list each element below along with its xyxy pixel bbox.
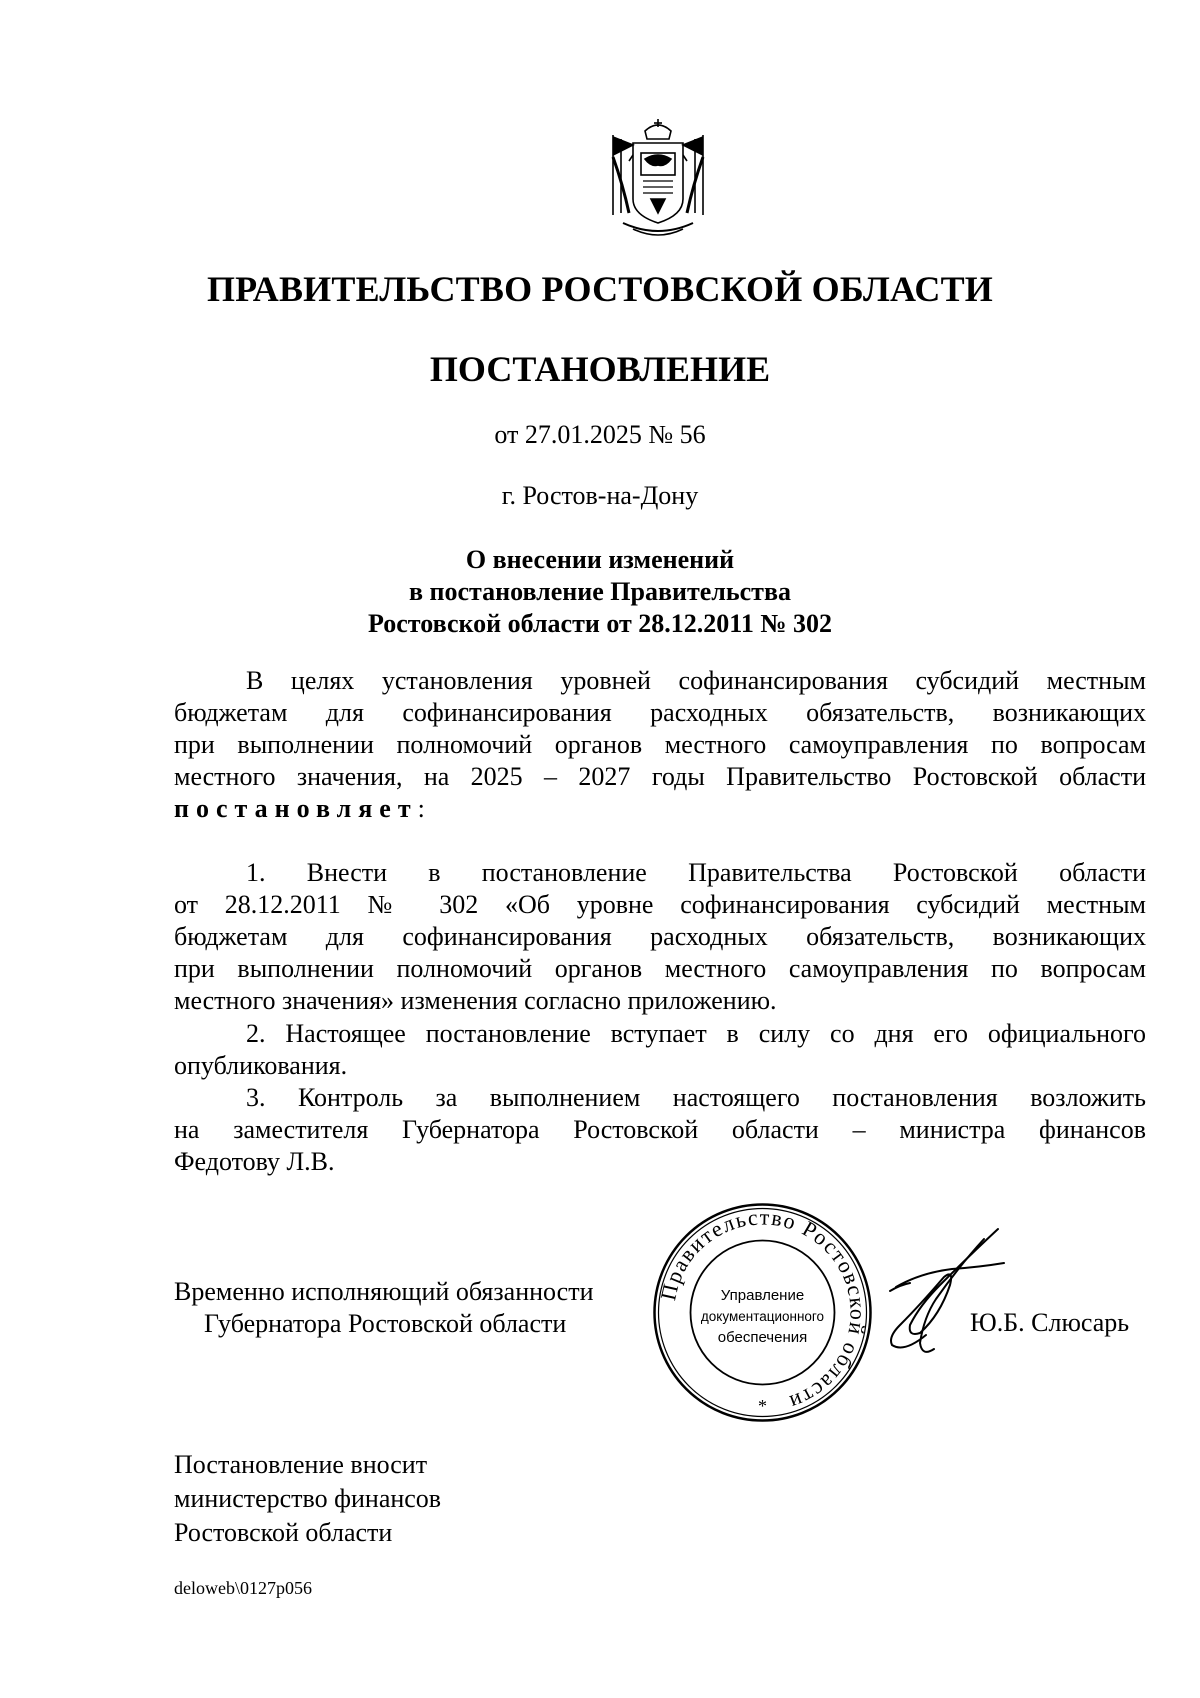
paragraph-line: при выполнении полномочий органов местного самоуправления по вопросам <box>174 730 1146 759</box>
paragraph-line: при выполнении полномочий органов местного самоуправления по вопросам <box>174 954 1146 983</box>
resolves-colon: : <box>417 794 425 823</box>
paragraph-line: бюджетам для софинансирования расходных обязательств, возникающих <box>174 922 1146 951</box>
stamp-inner-line: Управление <box>720 1287 805 1304</box>
official-stamp <box>650 1200 875 1425</box>
item-3-paragraph <box>174 1082 1146 1178</box>
paragraph-line: на заместителя Губернатора Ростовской области – министра финансов <box>174 1115 1146 1144</box>
stamp-inner-line: обеспечения <box>717 1329 808 1346</box>
paragraph-line: местного значения, на 2025 – 2027 годы Правительство Ростовской области <box>174 762 1146 791</box>
paragraph-line: 3. Контроль за выполнением настоящего постановления возложить <box>246 1083 1146 1112</box>
document-date-number: от 27.01.2025 № 56 <box>494 420 706 449</box>
item-1-paragraph <box>174 857 1146 1017</box>
stamp-inner-line: документационного <box>700 1309 825 1324</box>
rostov-oblast-coat-of-arms-icon <box>599 115 717 243</box>
document-file-code: deloweb\0127p056 <box>174 1578 312 1598</box>
paragraph-line: В целях установления уровней софинансирования субсидий местным <box>246 666 1146 695</box>
document-city: г. Ростов-на-Дону <box>501 481 699 510</box>
resolves-word: постановляет <box>174 794 418 823</box>
resolves-line <box>174 793 1146 825</box>
subject-line: в постановление Правительства <box>408 577 791 606</box>
paragraph-line: Федотову Л.В. <box>174 1147 335 1176</box>
stamp-star: * <box>758 1396 767 1416</box>
paragraph-line: опубликования. <box>174 1051 348 1080</box>
paragraph-line: от 28.12.2011 № 302 «Об уровне софинансирования субсидий местным <box>174 890 1146 919</box>
signatory-name: Ю.Б. Слюсарь <box>970 1308 1130 1337</box>
subject-line: Ростовской области от 28.12.2011 № 302 <box>368 609 832 638</box>
paragraph-line: 1. Внести в постановление Правительства Ростовской области <box>246 858 1146 887</box>
submitter-line: Ростовской области <box>174 1518 393 1547</box>
stamp-outer-text: Правительство Ростовской области <box>655 1204 871 1417</box>
paragraph-line: бюджетам для софинансирования расходных обязательств, возникающих <box>174 698 1146 727</box>
intro-paragraph <box>174 665 1146 825</box>
organization-title: ПРАВИТЕЛЬСТВО РОСТОВСКОЙ ОБЛАСТИ <box>206 269 994 309</box>
document-type-title: ПОСТАНОВЛЕНИЕ <box>429 349 771 389</box>
subject-line: О внесении изменений <box>465 545 735 574</box>
paragraph-line: 2. Настоящее постановление вступает в силу со дня его официального <box>246 1019 1146 1048</box>
paragraph-line: местного значения» изменения согласно приложению. <box>174 986 777 1015</box>
submitter-line: министерство финансов <box>174 1484 442 1513</box>
document-subject <box>0 544 1200 640</box>
handwritten-signature <box>880 1225 1020 1365</box>
signatory-position <box>174 1276 594 1340</box>
position-line: Губернатора Ростовской области <box>204 1309 567 1338</box>
item-2-paragraph <box>174 1018 1146 1082</box>
submitter-block <box>174 1448 441 1550</box>
position-line: Временно исполняющий обязанности <box>174 1277 594 1306</box>
submitter-line: Постановление вносит <box>174 1450 428 1479</box>
